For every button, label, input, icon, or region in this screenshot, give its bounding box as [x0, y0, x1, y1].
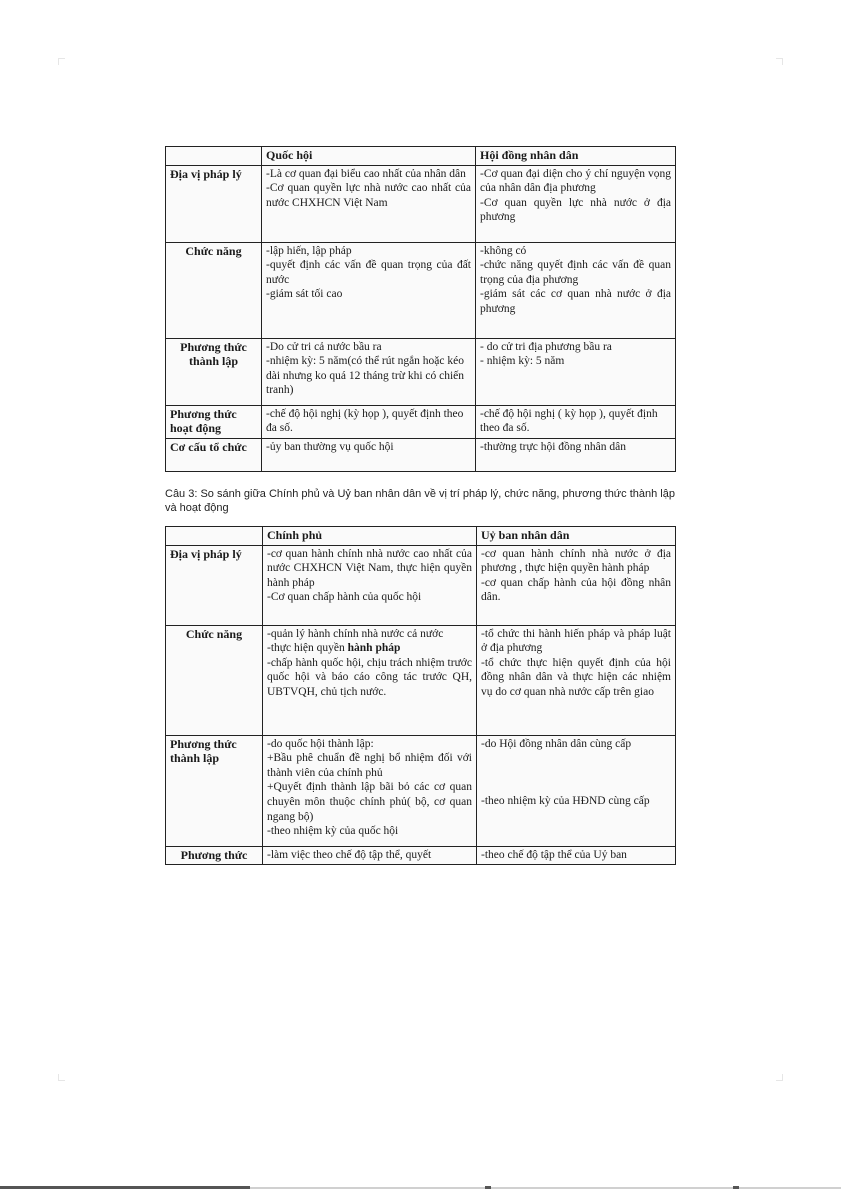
corner-mark-bottom-left — [58, 1074, 65, 1081]
cell-hdnd-chuc-nang: -không có -chức năng quyết định các vấn đề quan trọng của địa phương -giám sát các cơ quan nhà nước ở địa phương — [476, 242, 676, 338]
footer-mark — [0, 1186, 250, 1189]
header-cell-quoc-hoi: Quốc hội — [262, 147, 476, 166]
chuc-nang-text-bold: hành pháp — [347, 642, 401, 655]
table-row — [166, 405, 676, 438]
footer-mark — [485, 1186, 491, 1189]
table-row — [166, 165, 676, 242]
cell-quoc-hoi-co-cau: -ủy ban thường vụ quốc hội — [262, 438, 476, 471]
table-row — [166, 338, 676, 405]
ubnd-thanh-lap-line-2: -theo nhiệm kỳ của HĐND cùng cấp — [481, 795, 650, 808]
header-cell-hdnd: Hội đồng nhân dân — [476, 147, 676, 166]
comparison-table-chinh-phu-ubnd — [165, 526, 676, 865]
cell-chinh-phu-hoat-dong: -làm việc theo chế độ tập thể, quyết — [263, 846, 477, 865]
cell-ubnd-dia-vi: -cơ quan hành chính nhà nước ở địa phương , thực hiện quyền hành pháp -cơ quan chấp hành của hội đồng nhân dân. — [477, 545, 676, 625]
header-cell-chinh-phu: Chính phủ — [263, 527, 477, 546]
corner-mark-top-left — [58, 58, 65, 65]
row-label-phuong-thuc-thanh-lap: Phương thức thành lập — [166, 338, 262, 405]
cell-ubnd-chuc-nang: -tổ chức thi hành hiến pháp và pháp luật ở địa phương -tổ chức thực hiện quyết định của hội đồng nhân dân và thực hiện các nhiệm vụ do cơ quan nhà nước cấp trên giao — [477, 625, 676, 735]
cell-hdnd-hoat-dong: -chế độ hội nghị ( kỳ họp ), quyết định theo đa số. — [476, 405, 676, 438]
chuc-nang-text-part-2: -chấp hành quốc hội, chịu trách nhiệm trước quốc hội và báo cáo công tác trước QH, UBTVQH, chủ tịch nước. — [267, 656, 472, 698]
row-label-phuong-thuc-thanh-lap: Phương thức thành lập — [166, 735, 263, 846]
row-label-chuc-nang: Chức năng — [166, 242, 262, 338]
cell-quoc-hoi-thanh-lap: -Do cử tri cả nước bầu ra -nhiệm kỳ: 5 năm(có thể rút ngắn hoặc kéo dài nhưng ko quá 12 tháng trừ khi có chiến tranh) — [262, 338, 476, 405]
footer-mark — [733, 1186, 739, 1189]
table-row — [166, 625, 676, 735]
cell-ubnd-thanh-lap — [477, 735, 676, 846]
table-row — [166, 846, 676, 865]
header-cell-empty — [166, 527, 263, 546]
table-row — [166, 438, 676, 471]
question-caption: Câu 3: So sánh giữa Chính phủ và Uỷ ban nhân dân về vị trí pháp lý, chức năng, phương thức thành lập và hoạt động — [165, 488, 675, 514]
comparison-table-quoc-hoi-hdnd — [165, 146, 676, 472]
cell-hdnd-dia-vi: -Cơ quan đại diện cho ý chí nguyện vọng của nhân dân địa phương -Cơ quan quyền lực nhà nước ở địa phương — [476, 165, 676, 242]
cell-quoc-hoi-chuc-nang: -lập hiến, lập pháp -quyết định các vấn đề quan trọng của đất nước -giám sát tối cao — [262, 242, 476, 338]
cell-hdnd-thanh-lap: - do cử tri địa phương bầu ra - nhiệm kỳ: 5 năm — [476, 338, 676, 405]
cell-chinh-phu-dia-vi: -cơ quan hành chính nhà nước cao nhất của nước CHXHCN Việt Nam, thực hiện quyền hành pháp -Cơ quan chấp hành của quốc hội — [263, 545, 477, 625]
chuc-nang-text-part-1: -quản lý hành chính nhà nước cả nước -thực hiện quyền — [267, 627, 444, 655]
cell-quoc-hoi-dia-vi: -Là cơ quan đại biểu cao nhất của nhân dân -Cơ quan quyền lực nhà nước cao nhất của nước CHXHCN Việt Nam — [262, 165, 476, 242]
table-row — [166, 545, 676, 625]
table-row — [166, 242, 676, 338]
cell-quoc-hoi-hoat-dong: -chế độ hội nghị (kỳ họp ), quyết định theo đa số. — [262, 405, 476, 438]
table-header-row — [166, 147, 676, 166]
corner-mark-bottom-right — [776, 1074, 783, 1081]
cell-chinh-phu-thanh-lap: -do quốc hội thành lập: +Bầu phê chuẩn đề nghị bổ nhiệm đối với thành viên của chính phủ +Quyết định thành lập bãi bỏ các cơ quan chuyên môn thuộc chính phủ( bộ, cơ quan ngang bộ) -theo nhiệm kỳ của quốc hội — [263, 735, 477, 846]
row-label-co-cau-to-chuc: Cơ cấu tổ chức — [166, 438, 262, 471]
header-cell-empty — [166, 147, 262, 166]
cell-chinh-phu-chuc-nang — [263, 625, 477, 735]
ubnd-thanh-lap-line-1: -do Hội đồng nhân dân cùng cấp — [481, 737, 632, 750]
table-header-row — [166, 527, 676, 546]
row-label-chuc-nang: Chức năng — [166, 625, 263, 735]
header-cell-ubnd: Uỷ ban nhân dân — [477, 527, 676, 546]
row-label-phuong-thuc-hoat-dong: Phương thức — [166, 846, 263, 865]
row-label-phuong-thuc-hoat-dong: Phương thức hoạt động — [166, 405, 262, 438]
row-label-dia-vi-phap-ly: Địa vị pháp lý — [166, 545, 263, 625]
row-label-dia-vi-phap-ly: Địa vị pháp lý — [166, 165, 262, 242]
corner-mark-top-right — [776, 58, 783, 65]
cell-hdnd-co-cau: -thường trực hội đồng nhân dân — [476, 438, 676, 471]
cell-ubnd-hoat-dong: -theo chế độ tập thể của Uỷ ban — [477, 846, 676, 865]
table-row — [166, 735, 676, 846]
